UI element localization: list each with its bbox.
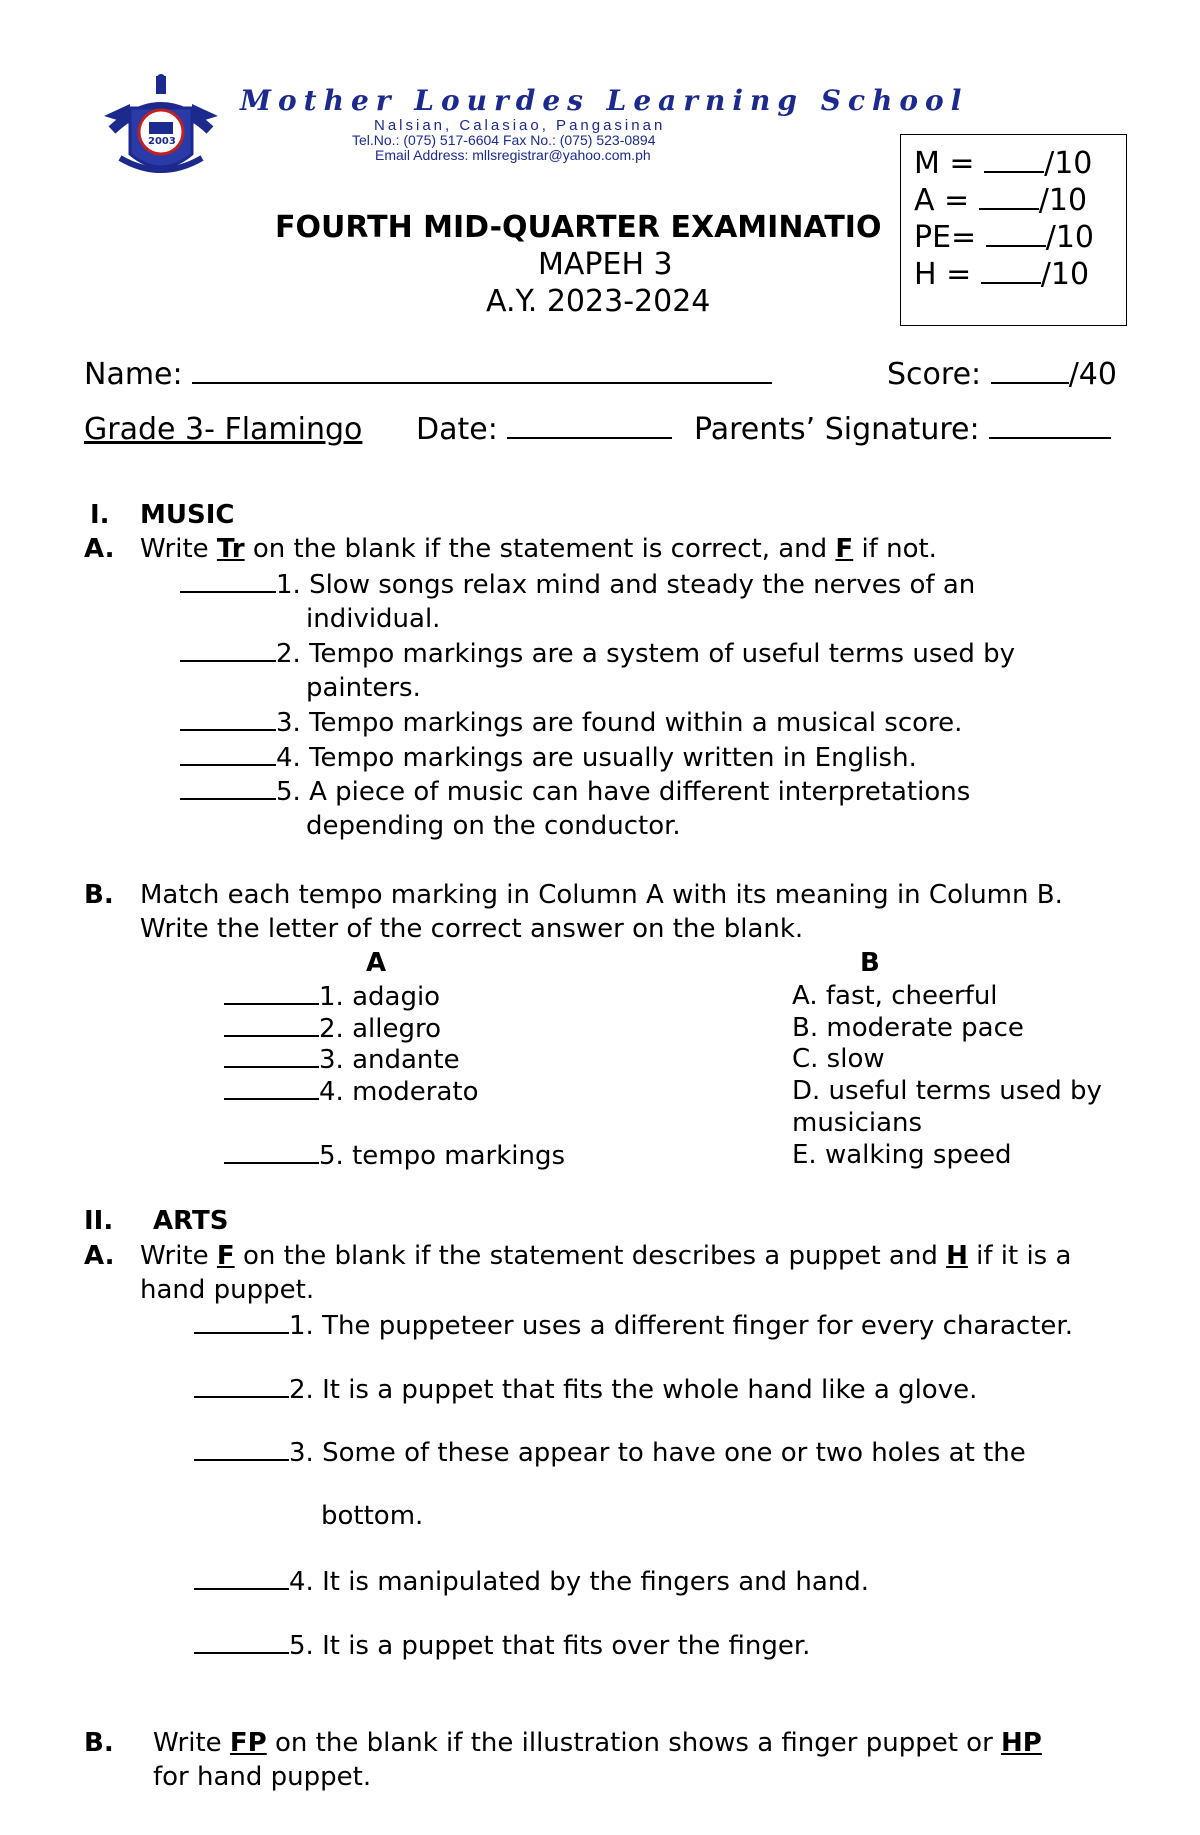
date-field[interactable] <box>507 415 672 439</box>
match-item-a: 4. moderato <box>224 1076 479 1107</box>
answer-blank[interactable] <box>194 1630 289 1654</box>
seal-year: 2003 <box>148 136 176 147</box>
answer-blank[interactable] <box>194 1566 289 1590</box>
section-number: I. <box>90 500 110 530</box>
match-item-a: 5. tempo markings <box>224 1140 565 1171</box>
answer-blank[interactable] <box>194 1374 289 1398</box>
answer-blank[interactable] <box>180 742 276 766</box>
question-item: 2. It is a puppet that fits the whole hand like a glove. <box>194 1374 977 1405</box>
section-title-music: MUSIC <box>140 500 235 530</box>
question-item: 1. The puppeteer uses a different finger for every character. <box>194 1310 1073 1341</box>
question-item: 3. Tempo markings are found within a musical score. <box>180 707 962 738</box>
match-item-b: E. walking speed <box>792 1140 1012 1170</box>
question-item: 5. A piece of music can have different interpretations <box>180 776 970 807</box>
question-item-cont: painters. <box>306 673 421 703</box>
score-blank[interactable] <box>979 186 1039 210</box>
score-blank[interactable] <box>986 223 1046 247</box>
score-line-m: M = /10 <box>914 146 1093 181</box>
column-b-header: B <box>860 948 880 978</box>
part-letter: A. <box>84 534 115 564</box>
music-b-instructions-2: Write the letter of the correct answer on the blank. <box>140 914 804 944</box>
column-a-header: A <box>366 948 387 978</box>
name-field[interactable] <box>192 360 772 384</box>
question-item: 1. Slow songs relax mind and steady the nerves of an <box>180 569 975 600</box>
score-line: Score: /40 <box>887 357 1117 392</box>
part-letter: B. <box>84 880 114 910</box>
answer-blank[interactable] <box>180 569 276 593</box>
score-blank[interactable] <box>981 260 1041 284</box>
date-line: Date: <box>416 413 672 447</box>
signature-field[interactable] <box>989 415 1111 439</box>
grade-section: Grade 3- Flamingo <box>84 412 363 447</box>
exam-title: FOURTH MID-QUARTER EXAMINATIO <box>275 211 882 245</box>
answer-blank[interactable] <box>224 1013 319 1037</box>
answer-blank[interactable] <box>224 981 319 1005</box>
answer-blank[interactable] <box>194 1310 289 1334</box>
score-field[interactable] <box>991 360 1069 384</box>
question-item: 4. It is manipulated by the fingers and hand. <box>194 1566 869 1597</box>
question-item: 3. Some of these appear to have one or two holes at the <box>194 1437 1026 1468</box>
score-line-h: H = /10 <box>914 257 1090 292</box>
answer-blank[interactable] <box>224 1044 319 1068</box>
answer-blank[interactable] <box>180 707 276 731</box>
exam-subject: MAPEH 3 <box>538 247 673 282</box>
arts-b-instructions: Write FP on the blank if the illustration shows a finger puppet or HP <box>153 1728 1042 1758</box>
name-line: Name: <box>84 358 772 392</box>
school-address: Nalsian, Calasiao, Pangasinan <box>374 117 666 134</box>
section-number: II. <box>84 1206 114 1236</box>
match-item-a: 2. allegro <box>224 1013 441 1044</box>
exam-year: A.Y. 2023-2024 <box>486 284 711 319</box>
match-item-a: 1. adagio <box>224 981 440 1012</box>
school-logo <box>100 72 222 184</box>
answer-blank[interactable] <box>194 1437 289 1461</box>
part-letter: B. <box>84 1728 114 1758</box>
match-item-a: 3. andante <box>224 1044 460 1075</box>
match-item-b: D. useful terms used by <box>792 1076 1102 1106</box>
question-item-cont: individual. <box>306 604 441 634</box>
score-line-a: A = /10 <box>914 183 1088 218</box>
match-item-b: C. slow <box>792 1044 885 1074</box>
arts-a-instructions: Write F on the blank if the statement describes a puppet and H if it is a <box>140 1241 1072 1271</box>
school-phone: Tel.No.: (075) 517-6604 Fax No.: (075) 523-0894 <box>352 132 656 148</box>
signature-line: Parents’ Signature: <box>694 413 1111 447</box>
score-line-pe: PE= /10 <box>914 220 1095 255</box>
answer-blank[interactable] <box>224 1076 319 1100</box>
question-item: 4. Tempo markings are usually written in English. <box>180 742 917 773</box>
question-item: 5. It is a puppet that fits over the finger. <box>194 1630 810 1661</box>
match-item-b: A. fast, cheerful <box>792 981 998 1011</box>
arts-b-instructions-cont: for hand puppet. <box>153 1762 372 1792</box>
part-letter: A. <box>84 1241 115 1271</box>
arts-a-instructions-cont: hand puppet. <box>140 1275 315 1305</box>
music-b-instructions-1: Match each tempo marking in Column A with its meaning in Column B. <box>140 880 1063 910</box>
question-item-cont: bottom. <box>321 1501 424 1531</box>
answer-blank[interactable] <box>224 1140 319 1164</box>
answer-blank[interactable] <box>180 776 276 800</box>
question-item-cont: depending on the conductor. <box>306 811 681 841</box>
music-a-instructions: Write Tr on the blank if the statement is correct, and F if not. <box>140 534 937 564</box>
school-email: Email Address: mllsregistrar@yahoo.com.ph <box>375 147 651 163</box>
question-item: 2. Tempo markings are a system of useful terms used by <box>180 638 1015 669</box>
match-item-b: B. moderate pace <box>792 1013 1024 1043</box>
school-name: Mother Lourdes Learning School <box>240 84 969 117</box>
answer-blank[interactable] <box>180 638 276 662</box>
section-title-arts: ARTS <box>153 1206 229 1236</box>
match-item-b-cont: musicians <box>792 1108 923 1138</box>
score-blank[interactable] <box>984 149 1044 173</box>
